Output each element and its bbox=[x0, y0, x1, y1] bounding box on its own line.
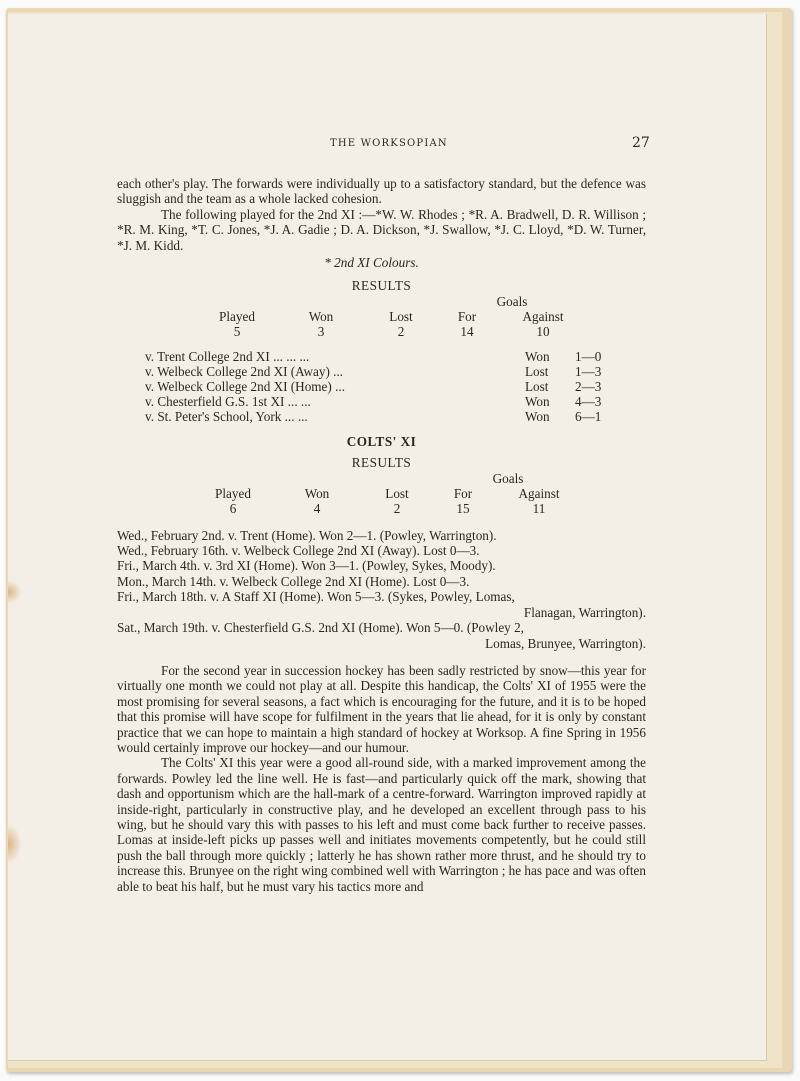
colts-xi-heading: COLTS' XI bbox=[346, 433, 417, 449]
fixture-row bbox=[145, 379, 646, 394]
summary-header: Won bbox=[308, 308, 334, 324]
summary-header: For bbox=[457, 308, 477, 324]
fixture-row bbox=[145, 349, 646, 364]
fixture-result: Lost bbox=[525, 363, 549, 379]
fixture-opponent: v. Trent College 2nd XI ... ... ... bbox=[145, 348, 310, 364]
page-header bbox=[0, 135, 800, 155]
summary-value: 15 bbox=[456, 500, 470, 516]
goals-label: Goals bbox=[492, 470, 524, 486]
second-xi-players: The following played for the 2nd XI :—*W. W. Rhodes ; *R. A. Bradwell, D. R. Willison ; *R. M. King, *T. C. Jones, *J. A. Gadie ; D. A. Dickson, *J. Swallow, *J. C. Lloyd, *D. W. Turner, *J. M. Kidd. bbox=[117, 206, 646, 253]
summary-header: Won bbox=[304, 485, 330, 501]
summary-header: Lost bbox=[389, 308, 413, 324]
fixture-row bbox=[145, 364, 646, 379]
colts-match-line: Fri., March 4th. v. 3rd XI (Home). Won 3—1. (Powley, Sykes, Moody). bbox=[117, 558, 496, 574]
fixture-opponent: v. Welbeck College 2nd XI (Away) ... bbox=[145, 363, 344, 379]
colts-paragraph-2: The Colts' XI this year were a good all-round side, with a marked improvement among the forwards. Powley led the line well. He is fast—and particularly quick off the mark, showing that dash and opportunism which are the hall-mark of a centre-forward. Warrington improved rapidly at inside-right, particularly in constructive play, and he developed an excellent through pass to his wing, but he should vary this with passes to his left and must come back further to receive passes. Lomas at inside-left picks up passes well and initiates movements competently, but he could still push the ball through more quickly ; latterly he has shown rather more thrust, and he should try to increase this. Brunyee on the right wing combined well with Warrington ; he has pace and was often able to beat his half, but he must vary his tactics more and bbox=[117, 755, 646, 894]
summary-value: 6 bbox=[229, 500, 237, 516]
colts-match-line-continued: Flanagan, Warrington). bbox=[523, 604, 646, 620]
summary-goals-row bbox=[193, 294, 593, 309]
fixture-row bbox=[145, 409, 646, 424]
colts-match-line: Wed., February 2nd. v. Trent (Home). Won 2—1. (Powley, Warrington). bbox=[117, 527, 497, 543]
fixture-opponent: v. Chesterfield G.S. 1st XI ... ... bbox=[145, 393, 311, 409]
fixture-result: Won bbox=[525, 393, 550, 409]
summary-header: Against bbox=[522, 308, 564, 324]
colts-match-line: Sat., March 19th. v. Chesterfield G.S. 2nd XI (Home). Won 5—0. (Powley 2, bbox=[117, 620, 524, 636]
colts-match-line: Fri., March 18th. v. A Staff XI (Home). Won 5—3. (Sykes, Powley, Lomas, bbox=[117, 589, 515, 605]
colts-match-list bbox=[117, 528, 646, 651]
second-xi-fixtures bbox=[145, 349, 646, 424]
summary-header-row bbox=[189, 486, 589, 501]
summary-value: 2 bbox=[393, 500, 401, 516]
summary-goals-row bbox=[189, 471, 589, 486]
paper-stain bbox=[8, 824, 22, 864]
summary-value: 14 bbox=[460, 323, 474, 339]
fixture-score: 4—3 bbox=[575, 393, 602, 409]
goals-label: Goals bbox=[496, 293, 528, 309]
fixture-result: Won bbox=[525, 348, 550, 364]
fixture-result: Lost bbox=[525, 378, 549, 394]
page-number: 27 bbox=[632, 135, 650, 151]
summary-value: 4 bbox=[313, 500, 321, 516]
colts-paragraph-1: For the second year in succession hockey has been sadly restricted by snow—this year for virtually one month we could not play at all. Despite this handicap, the Colts' XI of 1955 were the most promising for several seasons, a fact which is encouraging for the future, and it is to be hoped that this promise will have scope for fulfilment in the years that lie ahead, for it is only by constant practice that we can hope to maintain a high standard of hockey at Worksop. A fine Spring in 1956 would certainly improve our hockey—and our humour. bbox=[117, 662, 646, 755]
summary-value: 2 bbox=[397, 323, 405, 339]
fixture-score: 1—0 bbox=[575, 348, 602, 364]
colts-match-line: Mon., March 14th. v. Welbeck College 2nd XI (Home). Lost 0—3. bbox=[117, 573, 470, 589]
summary-header: Played bbox=[215, 485, 251, 501]
fixture-result: Won bbox=[525, 408, 550, 424]
colours-note: * 2nd XI Colours. bbox=[324, 255, 419, 271]
summary-value-row bbox=[193, 324, 593, 339]
summary-value: 3 bbox=[317, 323, 325, 339]
fixture-row bbox=[145, 394, 646, 409]
fixture-score: 2—3 bbox=[575, 378, 602, 394]
summary-header: Lost bbox=[385, 485, 409, 501]
summary-header: Played bbox=[219, 308, 255, 324]
fixture-opponent: v. Welbeck College 2nd XI (Home) ... bbox=[145, 378, 345, 394]
colts-results-heading: RESULTS bbox=[351, 455, 412, 471]
colts-summary-table bbox=[189, 471, 589, 516]
summary-value-row bbox=[189, 501, 589, 516]
second-xi-summary-table bbox=[193, 294, 593, 339]
summary-value: 11 bbox=[532, 500, 546, 516]
colts-match-line: Wed., February 16th. v. Welbeck College 2nd XI (Away). Lost 0—3. bbox=[117, 543, 480, 559]
summary-value: 5 bbox=[233, 323, 241, 339]
page-content bbox=[117, 176, 646, 894]
intro-paragraph: each other's play. The forwards were individually up to a satisfactory standard, but the defence was sluggish and the team as a whole lacked cohesion. bbox=[117, 176, 646, 207]
summary-header: For bbox=[453, 485, 473, 501]
fixture-score: 1—3 bbox=[575, 363, 602, 379]
paper-stain bbox=[8, 580, 22, 604]
summary-header: Against bbox=[518, 485, 560, 501]
fixture-score: 6—1 bbox=[575, 408, 602, 424]
summary-value: 10 bbox=[536, 323, 550, 339]
fixture-opponent: v. St. Peter's School, York ... ... bbox=[145, 408, 308, 424]
summary-header-row bbox=[193, 309, 593, 324]
running-title: THE WORKSOPIAN bbox=[330, 138, 448, 149]
colts-match-line-continued: Lomas, Brunyee, Warrington). bbox=[485, 635, 646, 651]
second-xi-results-heading: RESULTS bbox=[351, 278, 412, 294]
